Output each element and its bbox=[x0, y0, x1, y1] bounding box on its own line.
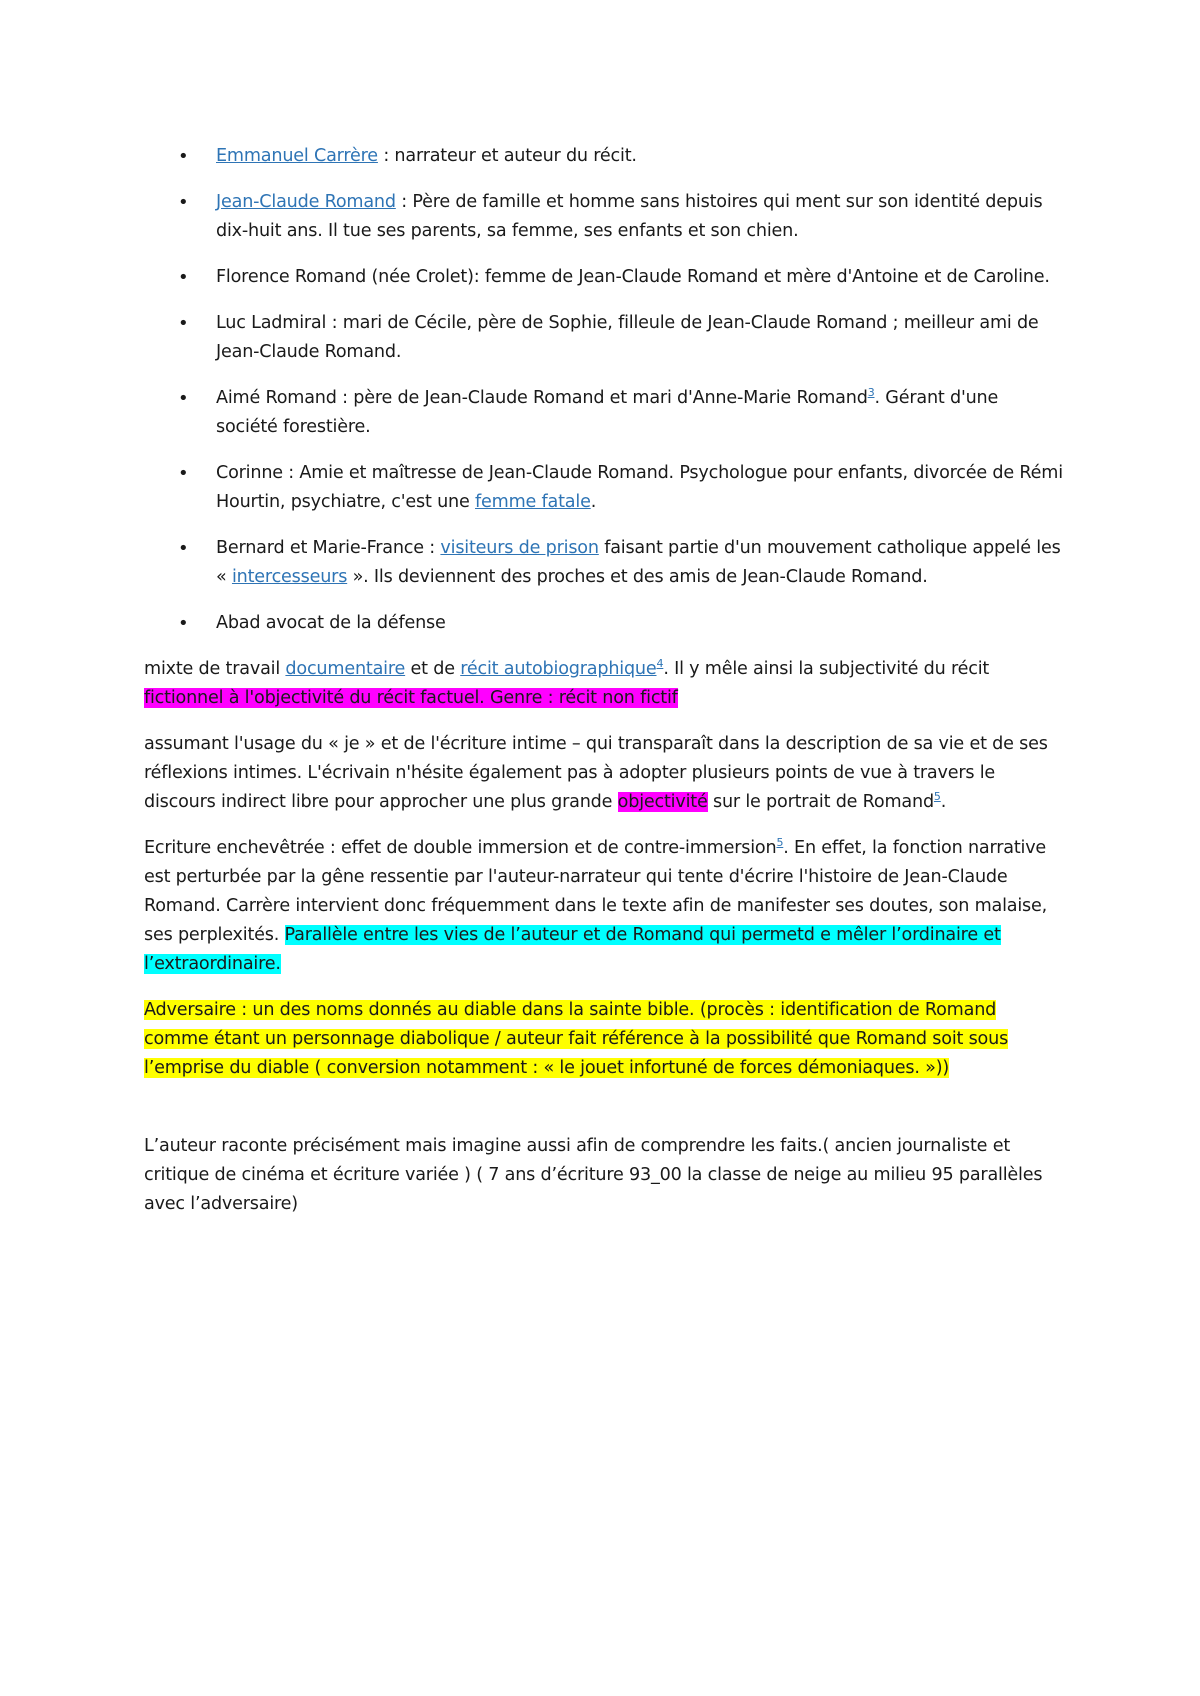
paragraph-je bbox=[144, 730, 1064, 817]
link-documentaire[interactable]: documentaire bbox=[285, 659, 406, 679]
list-item-text: Florence Romand (née Crolet): femme de Jean-Claude Romand et mère d'Antoine et de Caroline. bbox=[216, 267, 1050, 287]
highlight-yellow: Adversaire : un des noms donnés au diable dans la sainte bible. (procès : identification de Romand comme étant un personnage diabolique / auteur fait référence à la possibilité que Romand soit sous l’emprise du diable ( conversion notamment : « le jouet infortuné de forces démoniaques. »)) bbox=[144, 1000, 1009, 1078]
document-body bbox=[144, 142, 1064, 1236]
footnote-ref-5b[interactable]: 5 bbox=[776, 836, 784, 850]
paragraph-auteur bbox=[144, 1132, 1064, 1219]
list-item-text: . bbox=[590, 492, 597, 512]
paragraph-text: et de bbox=[405, 659, 461, 679]
link-visiteurs-de-prison[interactable]: visiteurs de prison bbox=[440, 538, 599, 558]
paragraph-text: sur le portrait de Romand bbox=[707, 792, 934, 812]
paragraph-text: . bbox=[940, 792, 947, 812]
list-item bbox=[144, 609, 1064, 638]
paragraph-adversaire bbox=[144, 996, 1064, 1083]
footnote-ref-5[interactable]: 5 bbox=[933, 790, 941, 804]
list-item-text: ». Ils deviennent des proches et des amis de Jean-Claude Romand. bbox=[347, 567, 928, 587]
list-item-text: Abad avocat de la défense bbox=[216, 613, 446, 633]
character-list bbox=[144, 142, 1064, 638]
list-item-text: : narrateur et auteur du récit. bbox=[377, 146, 637, 166]
list-item bbox=[144, 309, 1064, 367]
paragraph-text: . Il y mêle ainsi la subjectivité du récit bbox=[663, 659, 990, 679]
link-jean-claude-romand[interactable]: Jean-Claude Romand bbox=[216, 192, 396, 212]
list-item-text: Bernard et Marie-France : bbox=[216, 538, 441, 558]
link-emmanuel-carrere[interactable]: Emmanuel Carrère bbox=[216, 146, 378, 166]
highlight-magenta: objectivité bbox=[617, 792, 708, 812]
paragraph-text: mixte de travail bbox=[144, 659, 286, 679]
link-intercesseurs[interactable]: intercesseurs bbox=[231, 567, 348, 587]
list-item bbox=[144, 142, 1064, 171]
list-item bbox=[144, 188, 1064, 246]
list-item-text: : Père de famille et homme sans histoires qui ment sur son identité depuis dix-huit ans. Il tue ses parents, sa femme, ses enfants et son chien. bbox=[216, 192, 1043, 241]
footnote-ref-4[interactable]: 4 bbox=[656, 657, 664, 671]
link-recit-autobiographique[interactable]: récit autobiographique bbox=[460, 659, 657, 679]
highlight-magenta: fictionnel à l'objectivité du récit factuel. Genre : récit non fictif bbox=[144, 688, 678, 708]
list-item-text: . Gérant d'une société forestière. bbox=[216, 388, 999, 437]
paragraph-genre bbox=[144, 655, 1064, 713]
paragraph-text: L’auteur raconte précisément mais imagine aussi afin de comprendre les faits.( ancien journaliste et critique de cinéma et écriture variée ) ( 7 ans d’écriture 93_00 la classe de neige au milieu 95 parallèles avec l’adversaire) bbox=[144, 1136, 1043, 1214]
list-item-text: faisant partie d'un mouvement catholique appelé les « bbox=[216, 538, 1061, 587]
highlight-cyan: Parallèle entre les vies de l’auteur et de Romand qui permetd e mêler l’ordinaire et l’extraordinaire. bbox=[144, 925, 1001, 974]
paragraph-text: Ecriture enchevêtrée : effet de double immersion et de contre-immersion bbox=[144, 838, 777, 858]
link-femme-fatale[interactable]: femme fatale bbox=[475, 492, 591, 512]
paragraph-text: . En effet, la fonction narrative est perturbée par la gêne ressentie par l'auteur-narrateur qui tente d'écrire l'histoire de Jean-Claude Romand. Carrère intervient donc fréquemment dans le texte afin de manifester ses doutes, son malaise, ses perplexités. bbox=[144, 838, 1048, 945]
list-item-text: Corinne : Amie et maîtresse de Jean-Claude Romand. Psychologue pour enfants, divorcée de Rémi Hourtin, psychiatre, c'est une bbox=[216, 463, 1063, 512]
footnote-ref-3[interactable]: 3 bbox=[867, 386, 875, 400]
list-item bbox=[144, 263, 1064, 292]
list-item bbox=[144, 384, 1064, 442]
list-item-text: Luc Ladmiral : mari de Cécile, père de Sophie, filleule de Jean-Claude Romand ; meilleur ami de Jean-Claude Romand. bbox=[216, 313, 1039, 362]
paragraph-text: assumant l'usage du « je » et de l'écriture intime – qui transparaît dans la description de sa vie et de ses réflexions intimes. L'écrivain n'hésite également pas à adopter plusieurs points de vue à travers le discours indirect libre pour approcher une plus grande bbox=[144, 734, 1048, 812]
list-item bbox=[144, 459, 1064, 517]
list-item-text: Aimé Romand : père de Jean-Claude Romand et mari d'Anne-Marie Romand bbox=[216, 388, 868, 408]
paragraph-ecriture bbox=[144, 834, 1064, 979]
list-item bbox=[144, 534, 1064, 592]
